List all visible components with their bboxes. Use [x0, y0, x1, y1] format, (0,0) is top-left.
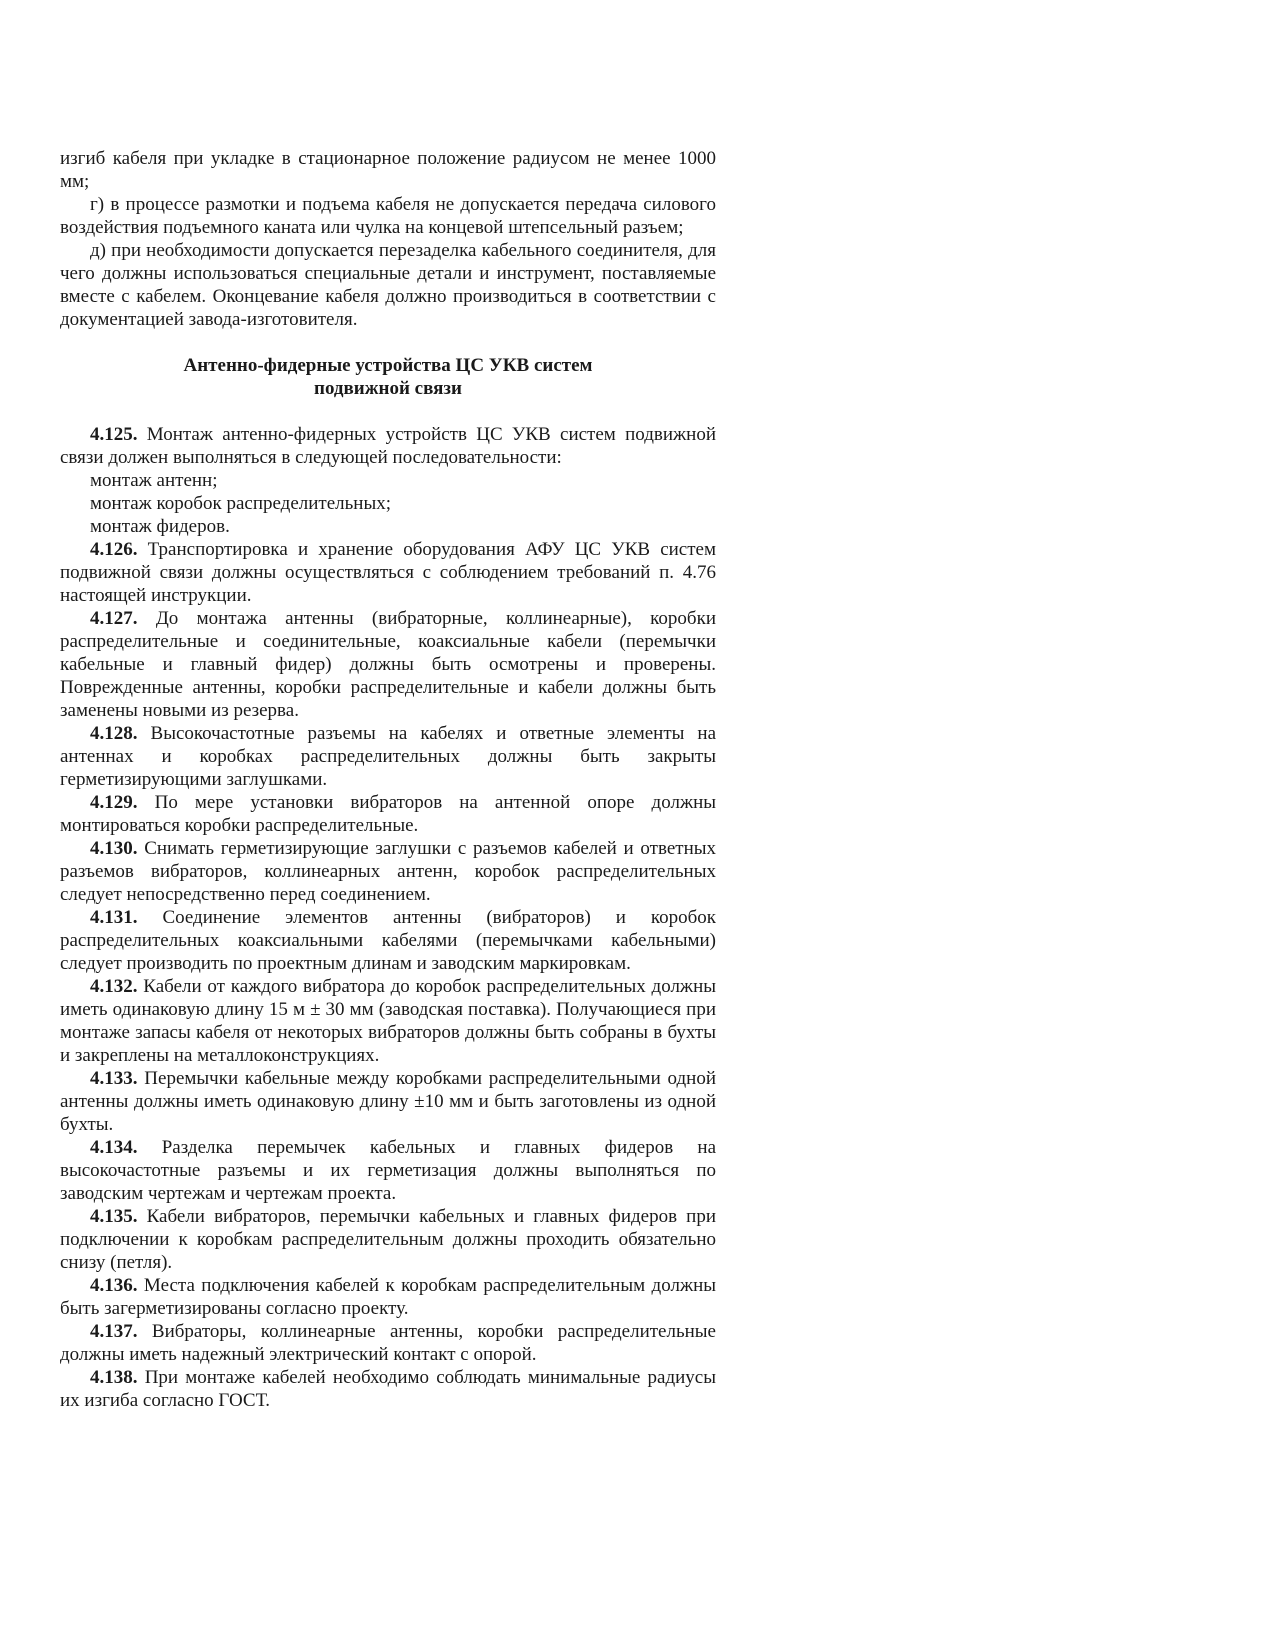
list-item: монтаж коробок распределительных;	[90, 493, 392, 514]
clause-number: 4.132.	[90, 976, 138, 997]
clause-text: Транспортировка и хранение оборудования АФУ ЦС УКВ систем подвижной связи должны осуществляться с соблюдением требований п. 4.76 настоящей инструкции.	[60, 539, 717, 606]
clause-text: До монтажа антенны (вибраторные, коллинеарные), коробки распределительные и соединительные, коаксиальные кабели (перемычки кабельные и главный фидер) должны быть осмотрены и проверены. Поврежденные антенны, коробки распределительные и кабели должны быть заменены новыми из резерва.	[60, 608, 716, 721]
clause-text: Снимать герметизирующие заглушки с разъемов кабелей и ответных разъемов вибраторов, коллинеарных антенн, коробок распределительных следует непосредственно перед соединением.	[60, 838, 716, 905]
clause-number: 4.128.	[90, 723, 138, 744]
clause-number: 4.134.	[90, 1137, 138, 1158]
clause-4-134	[60, 1136, 716, 1205]
clause-4-129	[60, 791, 716, 837]
section-heading	[60, 354, 716, 400]
section-heading-line1: Антенно-фидерные устройства ЦС УКВ систем	[183, 355, 593, 376]
clause-number: 4.137.	[90, 1321, 138, 1342]
clause-number: 4.127.	[90, 608, 138, 629]
clause-number: 4.125.	[90, 424, 138, 445]
clause-text: Разделка перемычек кабельных и главных фидеров на высокочастотные разъемы и их герметизация должны выполняться по заводским чертежам и чертежам проекта.	[60, 1137, 717, 1204]
clause-text: Вибраторы, коллинеарные антенны, коробки распределительные должны иметь надежный электрический контакт с опорой.	[60, 1321, 716, 1365]
paragraph-continuation: изгиб кабеля при укладке в стационарное положение радиусом не менее 1000 мм;	[60, 148, 716, 192]
document-page	[60, 147, 716, 1412]
clause-number: 4.131.	[90, 907, 138, 928]
clause-4-137	[60, 1320, 716, 1366]
clause-number: 4.133.	[90, 1068, 138, 1089]
clause-number: 4.136.	[90, 1275, 138, 1296]
clause-4-128	[60, 722, 716, 791]
clause-4-138	[60, 1366, 716, 1412]
clause-number: 4.138.	[90, 1367, 138, 1388]
clause-4-131	[60, 906, 716, 975]
clause-4-136	[60, 1274, 716, 1320]
clause-text: По мере установки вибраторов на антенной опоре должны монтироваться коробки распределительные.	[60, 792, 717, 836]
clause-number: 4.135.	[90, 1206, 138, 1227]
list-item: монтаж антенн;	[90, 470, 218, 491]
paragraph-item-d: д) при необходимости допускается перезаделка кабельного соединителя, для чего должны использоваться специальные детали и инструмент, поставляемые вместе с кабелем. Оконцевание кабеля должно производиться в соответствии с документацией завода-изготовителя.	[60, 240, 716, 330]
clause-4-127	[60, 607, 716, 722]
clause-text: Кабели от каждого вибратора до коробок распределительных должны иметь одинаковую длину 15 м ± 30 мм (заводская поставка). Получающиеся при монтаже запасы кабеля от некоторых вибраторов должны быть собраны в бухты и закреплены на металлоконструкциях.	[60, 976, 716, 1066]
clause-4-125	[60, 423, 716, 469]
clause-4-126	[60, 538, 716, 607]
clause-text: Перемычки кабельные между коробками распределительными одной антенны должны иметь одинаковую длину ±10 мм и быть заготовлены из одной бухты.	[60, 1068, 716, 1135]
clause-text: Монтаж антенно-фидерных устройств ЦС УКВ систем подвижной связи должен выполняться в следующей последовательности:	[60, 424, 716, 468]
clause-text: Соединение элементов антенны (вибраторов) и коробок распределительных коаксиальными кабелями (перемычками кабельными) следует производить по проектным длинам и заводским маркировкам.	[60, 907, 716, 974]
clause-4-135	[60, 1205, 716, 1274]
list-item: монтаж фидеров.	[90, 516, 230, 537]
clause-4-132	[60, 975, 716, 1067]
clause-text: Места подключения кабелей к коробкам распределительным должны быть загерметизированы согласно проекту.	[60, 1275, 717, 1319]
clause-4-133	[60, 1067, 716, 1136]
clause-text: Высокочастотные разъемы на кабелях и ответные элементы на антеннах и коробках распределительных должны быть закрыты герметизирующими заглушками.	[60, 723, 717, 790]
clause-number: 4.129.	[90, 792, 138, 813]
clause-4-130	[60, 837, 716, 906]
clause-number: 4.130.	[90, 838, 138, 859]
clause-text: При монтаже кабелей необходимо соблюдать минимальные радиусы их изгиба согласно ГОСТ.	[60, 1367, 717, 1411]
clause-number: 4.126.	[90, 539, 138, 560]
clause-text: Кабели вибраторов, перемычки кабельных и главных фидеров при подключении к коробкам распределительным должны проходить обязательно снизу (петля).	[60, 1206, 716, 1273]
section-heading-line2: подвижной связи	[314, 378, 462, 399]
paragraph-item-g: г) в процессе размотки и подъема кабеля не допускается передача силового воздействия подъемного каната или чулка на концевой штепсельный разъем;	[60, 194, 716, 238]
